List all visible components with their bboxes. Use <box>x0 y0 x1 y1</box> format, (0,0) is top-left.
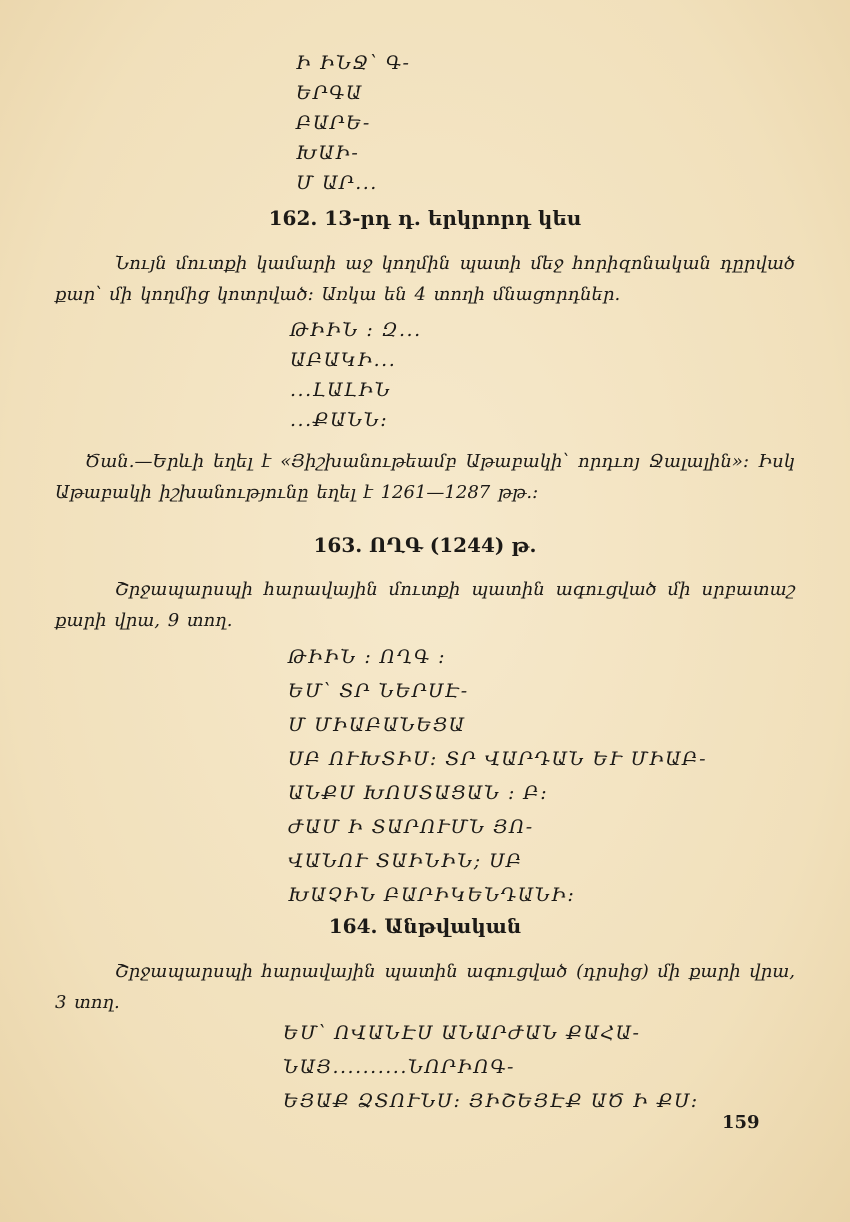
inscription-163 <box>288 640 707 912</box>
description-164 <box>55 956 795 1018</box>
inscription-line: Մ ԱՐ... <box>296 172 378 194</box>
inscription-line: ԽԱՉԻՆ ԲԱՐԻԿԵՆԴԱՆԻ։ <box>288 884 576 906</box>
inscription-line: ԵՄ՝ ՏՐ ՆԵՐՍԷ- <box>288 680 469 702</box>
inscription-line: ԵՐԳԱ <box>296 82 363 104</box>
inscription-line: ԺԱՄ Ի ՏԱՐՈՒՄՆ ՅՈ- <box>288 816 534 838</box>
description-163 <box>55 574 795 636</box>
section-heading-164: 164. Անթվական <box>328 914 522 938</box>
section-heading-163: 163. ՈՂԳ (1244) թ. <box>313 533 537 557</box>
description-162 <box>55 248 795 310</box>
inscription-line: ԵՄ՝ ՈՎԱՆԷՍ ԱՆԱՐԺԱՆ ՔԱՀԱ- <box>283 1022 641 1044</box>
inscription-line: ...ԼԱԼԻՆ <box>290 379 392 401</box>
description-text: Շրջապարսպի հարավային պատին ագուցված (դրսից) մի քարի վրա, 3 տող. <box>55 961 795 1013</box>
inscription-line: ՆԱՅ..........ՆՈՐԻՈԳ- <box>283 1056 515 1078</box>
section-heading-162: 162. 13-րդ դ. երկրորդ կես <box>268 206 582 230</box>
inscription-line: ԱԲԱԿԻ... <box>290 349 397 371</box>
inscription-line: ԱՆՔՍ ԽՈՍՏԱՑԱՆ : Բ: <box>288 782 549 804</box>
inscription-line: ԹԻԻՆ : ՈՂԳ : <box>288 646 447 668</box>
note-162 <box>55 446 795 508</box>
inscription-164 <box>283 1016 699 1118</box>
inscription-line: ԽԱԻ- <box>296 142 360 164</box>
inscription-line: Մ ՄԻԱԲԱՆԵՑԱ <box>288 714 466 736</box>
description-text: Նույն մուտքի կամարի աջ կողմին պատի մեջ հորիզոնական դըրված քար՝ մի կողմից կոտրված։ Առկա են 4 տողի մնացորդներ. <box>55 253 795 305</box>
page-number: 159 <box>722 1112 760 1133</box>
inscription-line: ՎԱՆՈՒ ՏԱԻՆԻՆ; ՍԲ <box>288 850 523 872</box>
inscription-line: ԹԻԻՆ : Զ... <box>290 319 422 341</box>
inscription-line: ՍԲ ՈՒԽՏԻՍ։ ՏՐ ՎԱՐԴԱՆ ԵՒ ՄԻԱԲ- <box>288 748 708 770</box>
inscription-line: ...ՔԱՆՆ։ <box>290 409 389 431</box>
description-text: Շրջապարսպի հարավային մուտքի պատին ագուցված մի սրբատաշ քարի վրա, 9 տող. <box>55 579 795 631</box>
inscription-line: ԲԱՐԵ- <box>296 112 371 134</box>
inscription-fragment-top <box>296 48 410 198</box>
inscription-line: ԵՅԱՔ ՁՏՈՒՆՍ։ ՅԻՇԵՅԷՔ ԱԾ Ի ՔՍ։ <box>283 1090 699 1112</box>
inscription-line: Ի ԻՆՋ՝ Գ- <box>296 52 411 74</box>
note-text: Ծան.—Երևի եղել է «Յիշխանութեամբ Աթաբակի՝ որդւոյ Ջալալին»։ Իսկ Աթաբակի իշխանությունը եղել է 1261—1287 թթ.։ <box>55 451 795 503</box>
inscription-162 <box>290 315 422 435</box>
